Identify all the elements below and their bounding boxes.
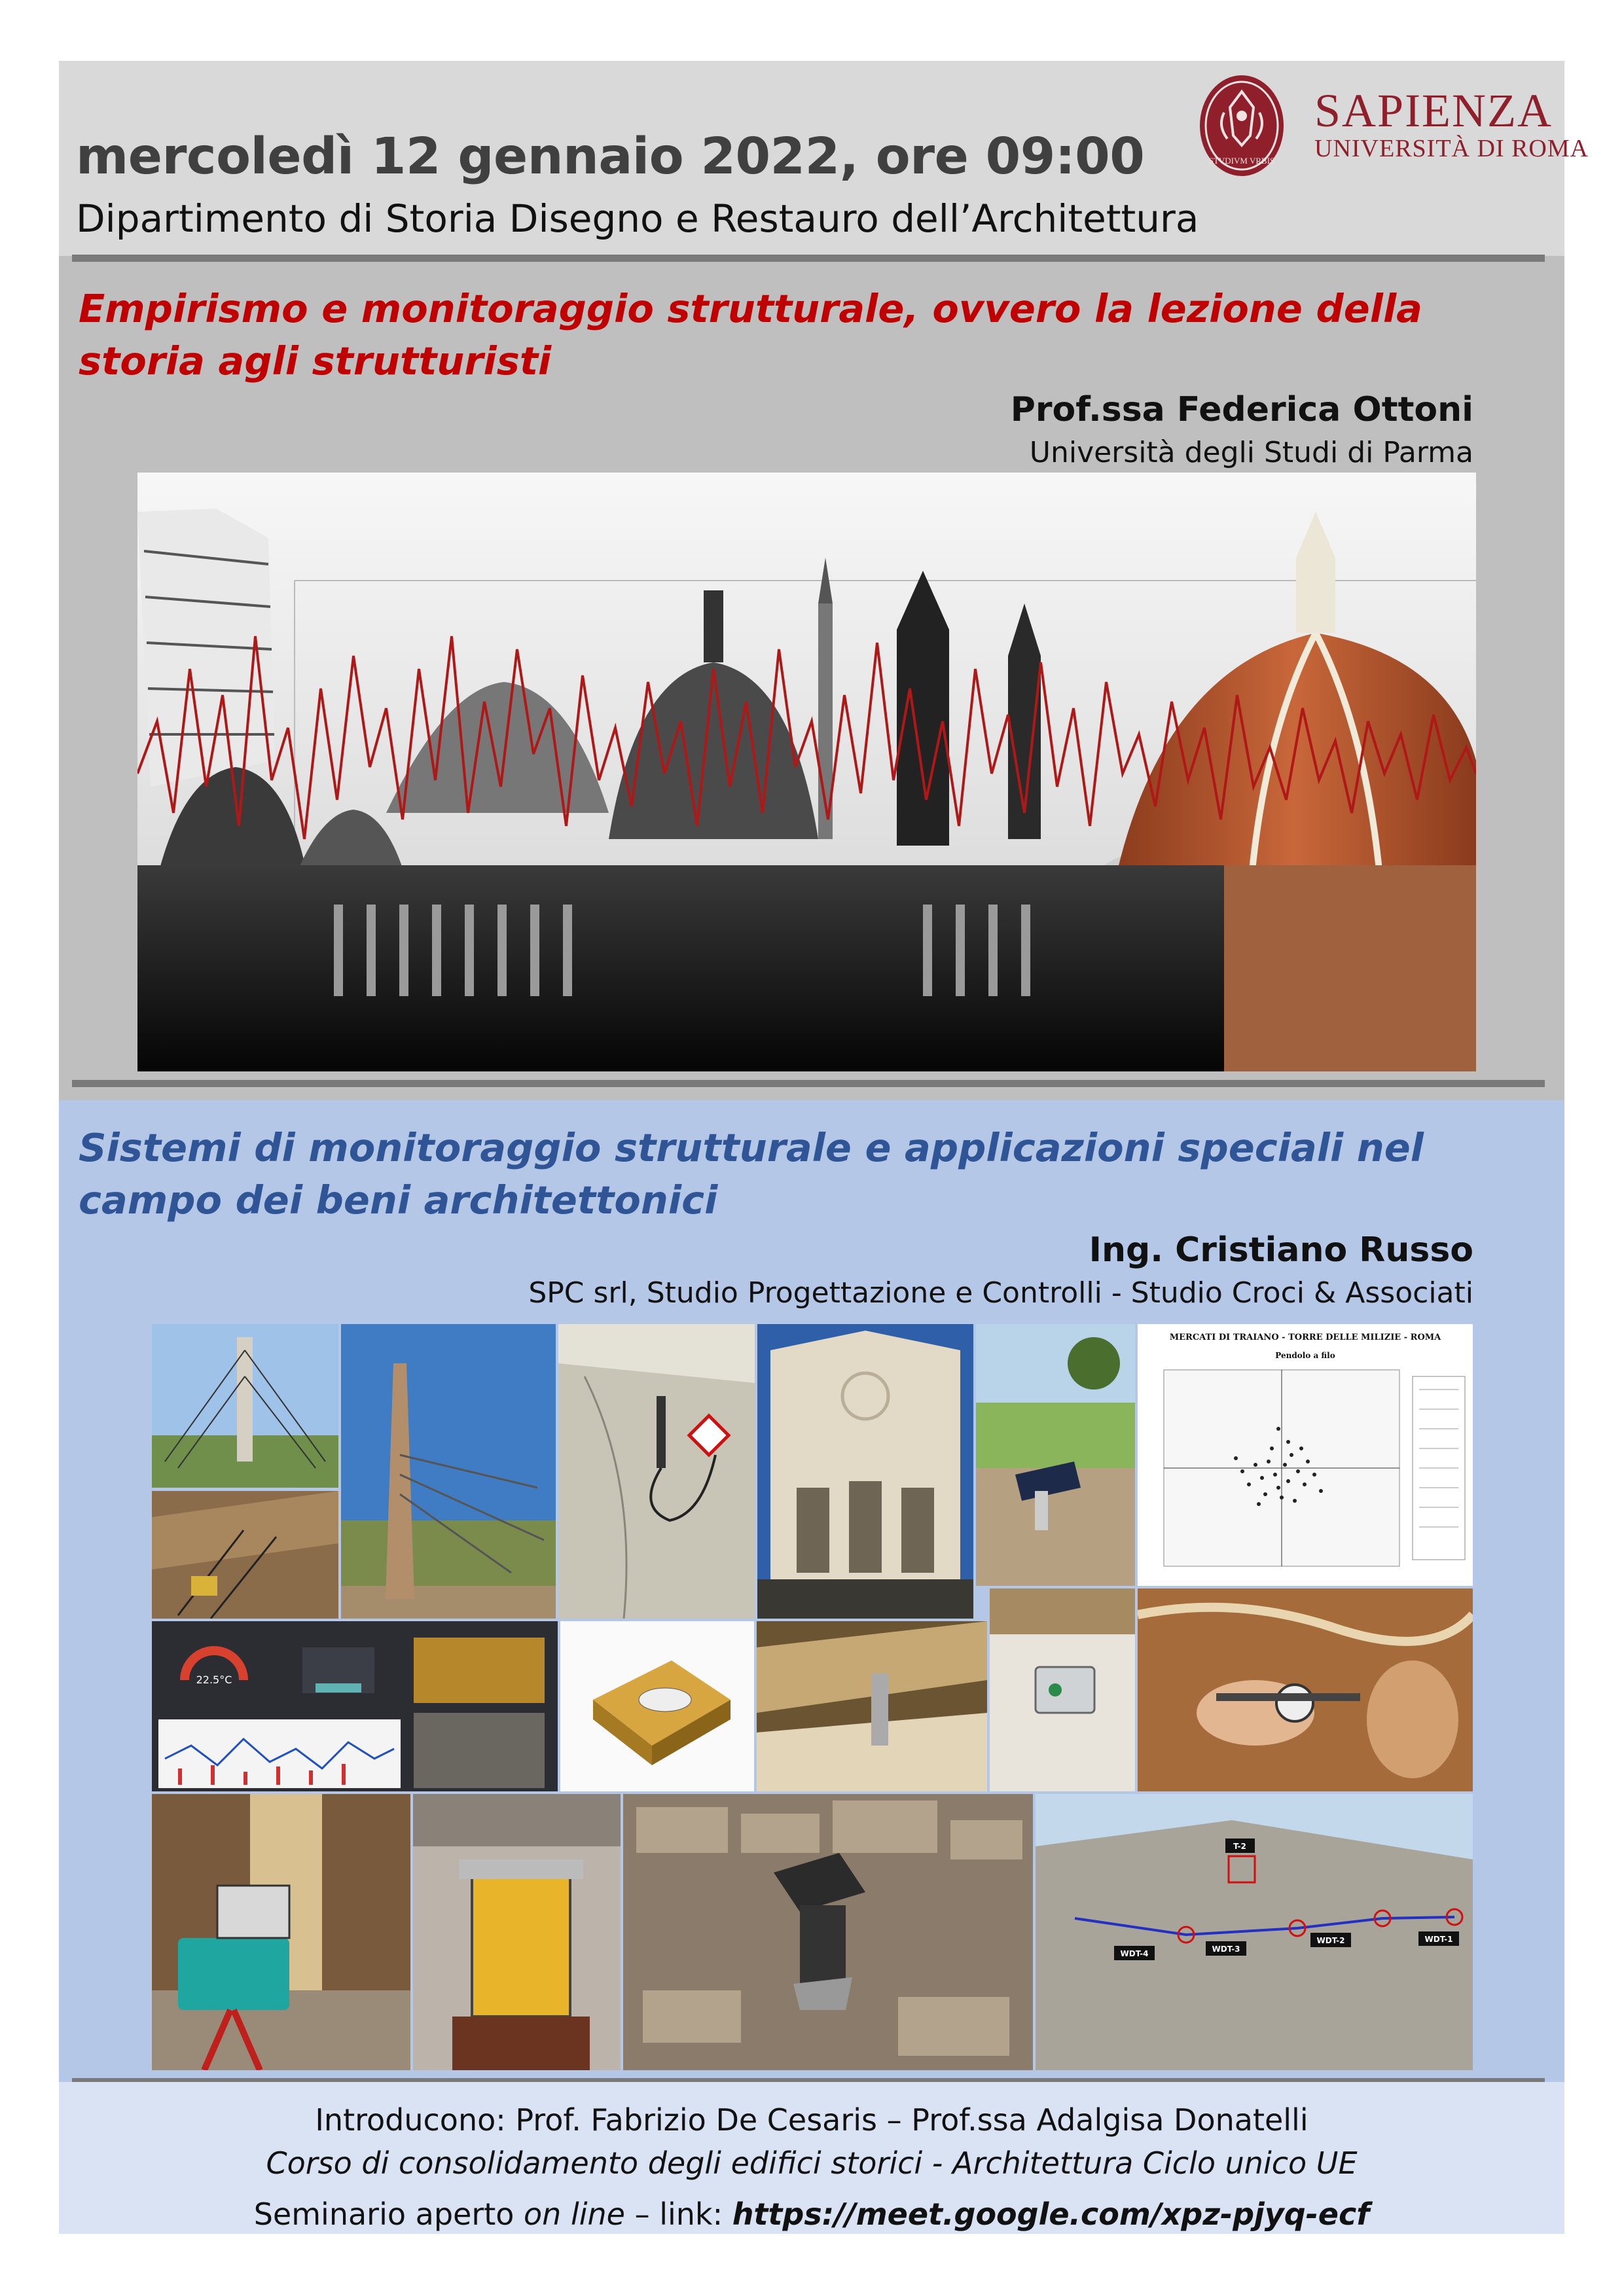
chart-subtitle: Pendolo a filo [1275,1351,1335,1360]
crack-sensor-photo [558,1324,755,1619]
talk2-affiliation: SPC srl, Studio Progettazione e Controlli - Studio Croci & Associati [528,1276,1473,1310]
divider [72,255,1545,262]
crack-label-wdt2: WDT-2 [1316,1936,1345,1945]
obelisk-cables-photo [341,1324,556,1619]
cathedral-facade-photo [757,1324,973,1619]
introduction-line: Introducono: Prof. Fabrizio De Cesaris – Prof.ssa Adalgisa Donatelli [315,2102,1308,2138]
chart-title: MERCATI DI TRAIANO - TORRE DELLE MILIZIE - ROMA [1169,1333,1441,1342]
online-italic: on line [524,2197,625,2232]
online-prefix: Seminario aperto [253,2197,524,2232]
pendulum-scatter-chart [1138,1324,1473,1586]
talk1-speaker: Prof.ssa Federica Ottoni [1010,390,1473,429]
fresco-crackmeter-photo [1138,1588,1473,1791]
talk2-speaker: Ing. Cristiano Russo [1089,1230,1473,1270]
online-line [59,2197,1564,2232]
dashboard-temp: 22.5°C [196,1674,232,1686]
talk1-affiliation: Università degli Studi di Parma [1029,436,1473,469]
talk1-title: Empirismo e monitoraggio strutturale, ovvero la lezione della storia agli strutturisti [79,286,1422,384]
wall-device-photo [990,1588,1135,1791]
monitoring-dashboard-screenshot [152,1621,558,1791]
crack-label-wdt3: WDT-3 [1212,1945,1240,1954]
sapienza-seal-icon [1198,73,1286,178]
total-station-photo [152,1794,410,2070]
event-date: mercoledì 12 gennaio 2022, ore 09:00 [76,128,1145,186]
beam-sensor-photo [757,1621,987,1791]
junction-box-photo [560,1621,754,1791]
crack-label-wdt4: WDT-4 [1120,1949,1149,1958]
stone-wall-crack-photo [1036,1794,1473,2070]
meet-link[interactable]: https://meet.google.com/xpz-pjyq-ecf [732,2197,1370,2232]
online-mid: – link: [624,2197,732,2232]
course-line: Corso di consolidamento degli edifici storici - Architettura Ciclo unico UE [266,2145,1358,2181]
divider [72,1080,1545,1087]
crack-label-wdt1: WDT-1 [1424,1935,1453,1944]
solar-panel-photo [976,1324,1135,1586]
university-subtitle: UNIVERSITÀ DI ROMA [1314,135,1589,162]
seal-text: STVDIVM VRBIS [1208,156,1275,166]
university-name: SAPIENZA [1314,84,1553,137]
obelisk-scaffold-photo [152,1324,338,1488]
talk2-title: Sistemi di monitoraggio strutturale e applicazioni speciali nel campo dei beni architettonici [79,1125,1424,1223]
crack-label-t2: T-2 [1233,1842,1246,1851]
hydraulic-jack-photo [413,1794,621,2070]
department-name: Dipartimento di Storia Disegno e Restauro dell’Architettura [76,196,1199,241]
masonry-sensor-photo [623,1794,1033,2070]
excavation-photo [152,1491,338,1619]
skyline-collage-image [137,473,1476,1071]
